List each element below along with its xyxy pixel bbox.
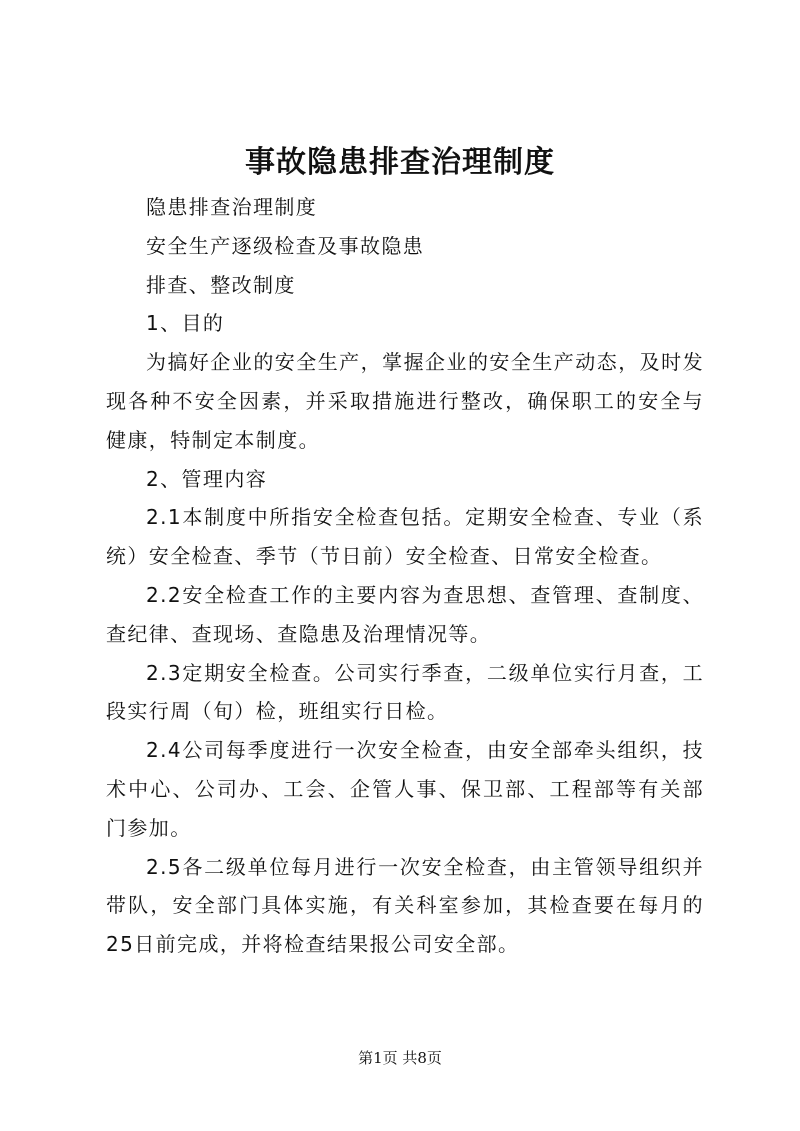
paragraph-subtitle-2: 安全生产逐级检查及事故隐患 xyxy=(146,233,425,258)
paragraph-subtitle-3: 排查、整改制度 xyxy=(146,272,296,297)
section-heading-purpose: 1、目的 xyxy=(146,311,225,336)
document-body xyxy=(106,188,704,964)
paragraph-2-5: 2.5各二级单位每月进行一次安全检查，由主管领导组织并带队，安全部门具体实施，有关科室参加，其检查要在每月的25日前完成，并将检查结果报公司安全部。 xyxy=(106,854,704,957)
paragraph-purpose: 为搞好企业的安全生产，掌握企业的安全生产动态，及时发现各种不安全因素，并采取措施进行整改，确保职工的安全与健康，特制定本制度。 xyxy=(106,350,704,452)
page-footer: 第1页 共8页 xyxy=(358,1049,442,1067)
paragraph-2-4: 2.4公司每季度进行一次安全检查，由安全部牵头组织，技术中心、公司办、工会、企管人事、保卫部、工程部等有关部门参加。 xyxy=(106,738,704,840)
document-title: 事故隐患排查治理制度 xyxy=(245,145,555,180)
paragraph-2-2: 2.2安全检查工作的主要内容为查思想、查管理、查制度、查纪律、查现场、查隐患及治理情况等。 xyxy=(106,582,704,646)
section-heading-content: 2、管理内容 xyxy=(146,466,268,491)
paragraph-subtitle-1: 隐患排查治理制度 xyxy=(146,195,318,219)
paragraph-2-1: 2.1本制度中所指安全检查包括。定期安全检查、专业（系统）安全检查、季节（节日前）安全检查、日常安全检查。 xyxy=(106,505,704,569)
paragraph-2-3: 2.3定期安全检查。公司实行季查，二级单位实行月查，工段实行周（旬）检，班组实行日检。 xyxy=(106,660,704,724)
